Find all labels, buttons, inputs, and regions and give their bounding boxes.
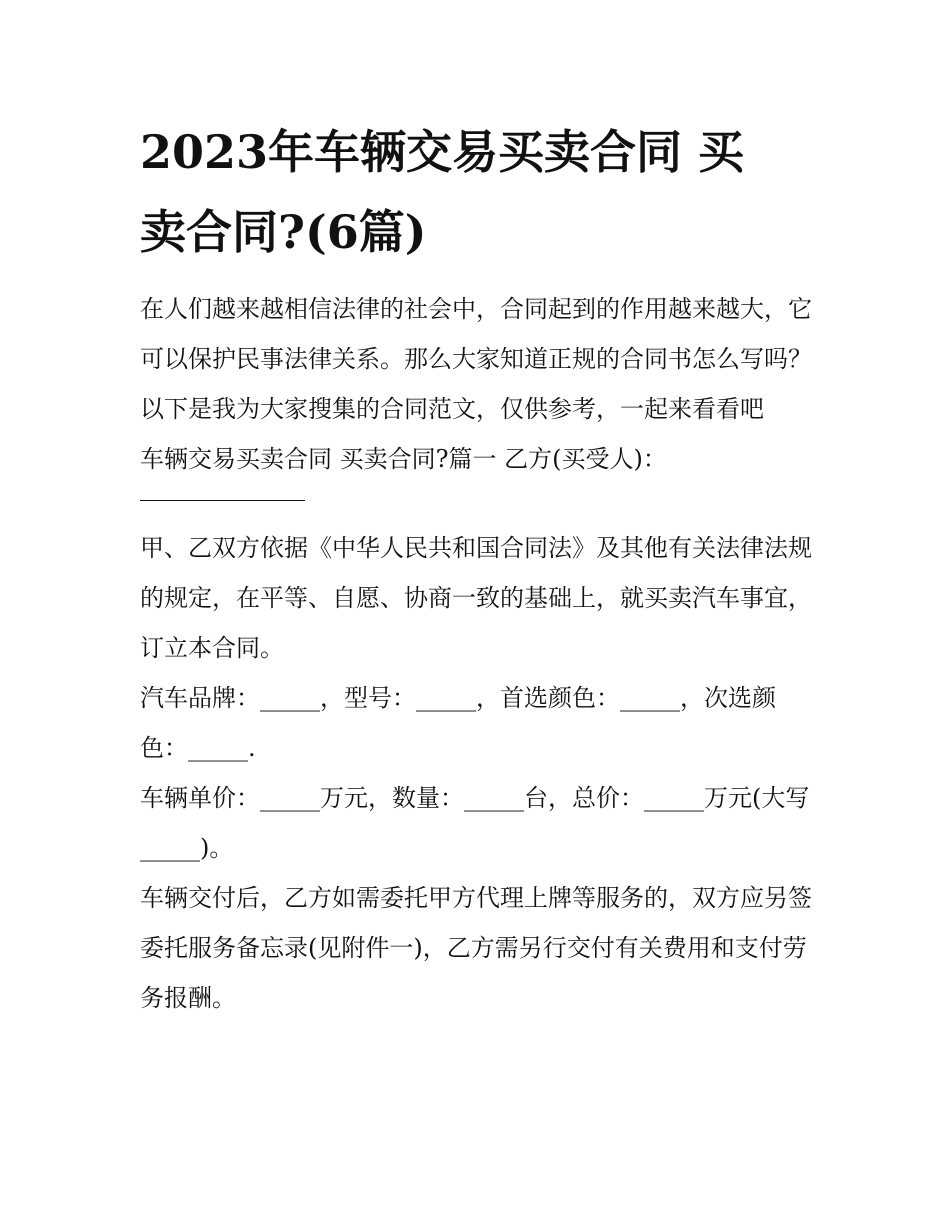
document-page [140, 112, 820, 1023]
document-title: 2023年车辆交易买卖合同 买卖合同?(6篇) [140, 125, 745, 259]
car-brand-paragraph: 汽车品牌：_____，型号：_____，首选颜色：_____，次选颜色：_____. [140, 684, 776, 762]
basis-paragraph: 甲、乙双方依据《中华人民共和国合同法》及其他有关法律法规的规定，在平等、自愿、协商一致的基础上，就买卖汽车事宜，订立本合同。 [140, 534, 812, 662]
section-heading-paragraph: 车辆交易买卖合同 买卖合同?篇一 乙方(买受人)： [140, 445, 667, 473]
intro-paragraph: 在人们越来越相信法律的社会中，合同起到的作用越来越大，它可以保护民事法律关系。那么大家知道正规的合同书怎么写吗？以下是我为大家搜集的合同范文，仅供参考，一起来看看吧 [140, 295, 812, 423]
price-paragraph: 车辆单价：_____万元，数量：_____台，总价：_____万元(大写_____)。 [140, 784, 810, 862]
buyer-blank-line [140, 484, 305, 501]
delivery-paragraph: 车辆交付后，乙方如需委托甲方代理上牌等服务的，双方应另签委托服务备忘录(见附件一)，乙方需另行交付有关费用和支付劳务报酬。 [140, 884, 812, 1012]
